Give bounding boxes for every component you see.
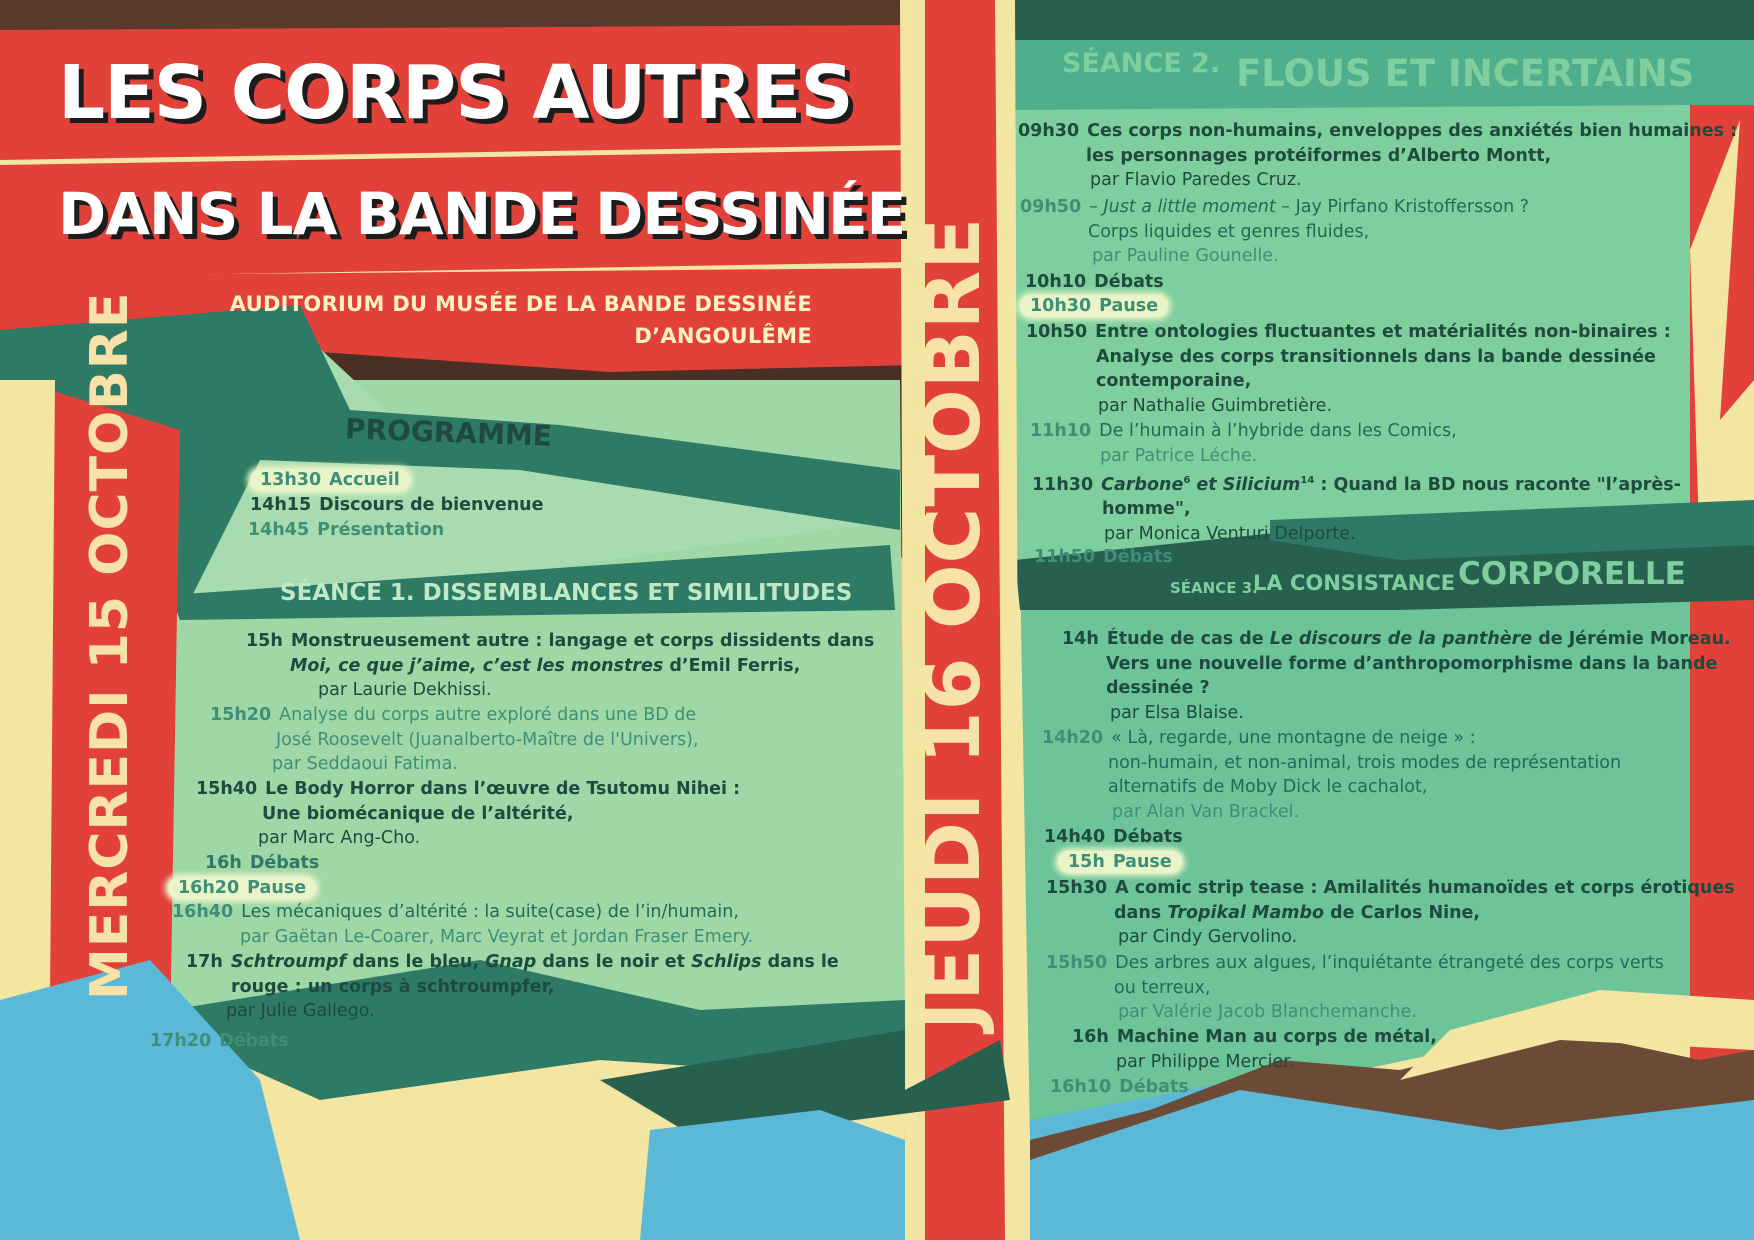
time: 13h30: [260, 470, 322, 490]
talk-title: Des arbres aux algues, l’inquiétante étrangeté des corps verts: [1115, 953, 1664, 973]
work-title: Le discours de la panthère: [1269, 629, 1533, 649]
label: Débats: [1113, 827, 1183, 847]
day1-talk-15h40: [196, 777, 740, 851]
programme-heading: PROGRAMME: [344, 412, 553, 453]
talk-title: dans le noir et: [536, 952, 692, 972]
speaker: par Alan Van Brackel.: [1112, 801, 1300, 822]
superscript: 6: [1183, 475, 1191, 486]
day2-label: JEUDI 16 OCTOBRE: [908, 216, 997, 1030]
talk-title-cont: contemporaine,: [1096, 371, 1252, 391]
time: 16h: [1072, 1027, 1109, 1047]
time: 11h30: [1032, 474, 1094, 495]
talk-title: dans le: [761, 952, 839, 972]
talk-title-cont: Corps liquides et genres fluides,: [1088, 221, 1370, 242]
speaker: par Pauline Gounelle.: [1092, 246, 1279, 266]
day2-debats-10h10: [1025, 270, 1164, 295]
talk-title-cont: les personnages protéiformes d’Alberto Montt,: [1086, 145, 1552, 166]
label: Pause: [247, 878, 307, 898]
work-title: Moi, ce que j’aime, c’est les monstres: [290, 655, 664, 676]
time: 10h50: [1026, 322, 1088, 342]
speaker: par Laurie Dekhissi.: [318, 680, 492, 700]
talk-title-cont: homme",: [1102, 499, 1191, 520]
label: Pause: [1099, 296, 1159, 316]
talk-title: Machine Man au corps de métal,: [1116, 1027, 1437, 1047]
title-line-1: LES CORPS AUTRES: [58, 50, 853, 136]
label: Débats: [249, 853, 320, 873]
label: Débats: [1103, 547, 1173, 567]
talk-title: de Jérémie Moreau.: [1532, 629, 1731, 649]
work-title: Gnap: [485, 952, 537, 972]
day2-talk-14h20: [1042, 726, 1621, 824]
session3-title-b: CORPORELLE: [1458, 556, 1686, 592]
talk-title: Le Body Horror dans l’œuvre de Tsutomu Nihei :: [265, 779, 741, 799]
talk-title-cont: Une biomécanique de l’altérité,: [262, 803, 574, 824]
speaker: par Nathalie Guimbretière.: [1098, 395, 1333, 416]
day1-talk-16h40: [172, 900, 753, 949]
talk-title-cont: dans: [1114, 902, 1168, 923]
time: 14h45: [248, 520, 310, 540]
talk-title: Analyse du corps autre exploré dans une BD de: [279, 705, 697, 725]
time: 14h40: [1044, 827, 1106, 847]
day1-talk-15h20: [210, 703, 699, 777]
day1-debats-16h: [205, 851, 319, 876]
time: 10h30: [1030, 296, 1092, 316]
talk-title-cont: José Roosevelt (Juanalberto-Maître de l'Univers),: [276, 729, 699, 750]
speaker: par Valérie Jacob Blanchemanche.: [1118, 1002, 1417, 1022]
talk-title-cont: Vers une nouvelle forme d’anthropomorphisme dans la bande: [1106, 653, 1718, 674]
work-title: Tropikal Mambo: [1167, 902, 1325, 923]
time: 09h30: [1018, 121, 1080, 141]
label: Débats: [219, 1031, 289, 1051]
time: 10h10: [1025, 272, 1087, 292]
talk-title-cont: de Carlos Nine,: [1324, 902, 1481, 923]
talk-title-cont: dessinée ?: [1106, 678, 1210, 698]
day1-opening-welcome: [250, 493, 544, 518]
time: 15h50: [1046, 953, 1108, 973]
time: 15h20: [210, 705, 272, 725]
talk-title: Les mécaniques d’altérité : la suite(case) de l’in/humain,: [241, 902, 739, 922]
day2-pause-15h: [1058, 851, 1182, 873]
talk-title: Monstrueusement autre : langage et corps dissidents dans: [290, 631, 875, 651]
time: 15h30: [1046, 878, 1108, 898]
time: 16h20: [178, 878, 240, 898]
label: Débats: [1119, 1077, 1189, 1097]
talk-title: « Là, regarde, une montagne de neige » :: [1111, 728, 1476, 748]
label: Pause: [1112, 852, 1172, 872]
talk-title-cont: rouge : un corps à schtroumpfer,: [231, 976, 555, 997]
day2-talk-09h30: [1018, 119, 1737, 193]
day2-debats-16h10: [1050, 1075, 1189, 1100]
day1-pause-16h20: [168, 877, 316, 899]
time: 11h50: [1034, 547, 1096, 567]
label: Débats: [1094, 272, 1164, 292]
day2-talk-10h50: [1026, 320, 1671, 418]
speaker: par Elsa Blaise.: [1110, 702, 1244, 723]
day2-pause-10h30: [1020, 295, 1168, 317]
talk-title: dans le bleu,: [346, 952, 486, 972]
title-line-2: DANS LA BANDE DESSINÉE: [58, 180, 906, 248]
speaker: par Seddaoui Fatima.: [272, 754, 458, 774]
day2-talk-11h10: [1030, 419, 1457, 468]
day2-talk-15h50: [1046, 951, 1664, 1025]
day1-label: MERCREDI 15 OCTOBRE: [80, 291, 140, 1000]
day2-debats-14h40: [1044, 825, 1183, 850]
time: 16h: [205, 853, 242, 873]
day1-opening-presentation: [248, 518, 444, 543]
day1-debats-17h20: [150, 1029, 289, 1054]
time: 16h10: [1050, 1077, 1112, 1097]
talk-title: A comic strip tease : Amilalités humanoïdes et corps érotiques: [1115, 878, 1735, 898]
time: 14h15: [250, 495, 312, 515]
venue-line-2: D’ANGOULÊME: [634, 324, 812, 348]
speaker: par Flavio Paredes Cruz.: [1090, 170, 1302, 190]
talk-title-cont: ou terreux,: [1114, 977, 1211, 998]
label: Accueil: [329, 470, 400, 490]
work-title: Carbone: [1101, 474, 1184, 495]
time: 14h: [1062, 629, 1099, 649]
superscript: 14: [1300, 475, 1315, 486]
label: Présentation: [317, 520, 445, 540]
time: 09h50: [1020, 197, 1082, 217]
talk-title: : Quand la BD nous raconte "l’après-: [1314, 474, 1681, 495]
day2-talk-11h30: [1032, 469, 1681, 546]
day2-talk-14h: [1062, 627, 1731, 725]
time: 16h40: [172, 902, 234, 922]
speaker: par Gaëtan Le-Coarer, Marc Veyrat et Jordan Fraser Emery.: [240, 926, 754, 947]
work-title: Schtroumpf: [230, 952, 347, 972]
session3-prefix: SÉANCE 3.: [1170, 579, 1258, 597]
session3-title-a: LA CONSISTANCE: [1253, 571, 1456, 595]
day2-talk-15h30: [1046, 876, 1735, 950]
talk-title: De l’humain à l’hybride dans les Comics,: [1099, 421, 1457, 441]
time: 11h10: [1030, 421, 1092, 441]
talk-title: Étude de cas de: [1106, 629, 1270, 649]
time: 15h: [1068, 852, 1105, 872]
time: 17h: [186, 952, 223, 972]
speaker: par Monica Venturi Delporte.: [1104, 523, 1356, 544]
time: 14h20: [1042, 728, 1104, 748]
speaker: par Cindy Gervolino.: [1118, 927, 1298, 947]
label: Discours de bienvenue: [319, 495, 544, 515]
day1-talk-17h: [186, 950, 839, 1024]
talk-title: Entre ontologies fluctuantes et matérialités non-binaires :: [1095, 322, 1671, 342]
speaker: par Philippe Mercier.: [1116, 1051, 1295, 1072]
session1-heading: SÉANCE 1. DISSEMBLANCES ET SIMILITUDES: [280, 580, 853, 606]
talk-title-cont: d’Emil Ferris,: [663, 655, 801, 676]
day1-opening-accueil: [250, 469, 410, 491]
work-title: Schlips: [691, 952, 762, 972]
session2-prefix: SÉANCE 2.: [1062, 48, 1221, 79]
speaker: par Patrice Léche.: [1100, 445, 1258, 466]
talk-title-cont: non-humain, et non-animal, trois modes de représentation: [1108, 752, 1622, 773]
speaker: par Julie Gallego.: [226, 1001, 375, 1021]
time: 15h: [246, 631, 283, 651]
work-title: – Just a little moment –: [1089, 197, 1291, 217]
day2-talk-16h: [1072, 1025, 1437, 1074]
time: 15h40: [196, 779, 258, 799]
talk-title-cont: Analyse des corps transitionnels dans la bande dessinée: [1096, 346, 1656, 367]
work-title: et Silicium: [1190, 474, 1301, 495]
day2-talk-09h50: [1020, 195, 1529, 269]
day1-talk-15h: [246, 629, 874, 703]
venue-line-1: AUDITORIUM DU MUSÉE DE LA BANDE DESSINÉE: [229, 292, 812, 316]
speaker: par Marc Ang-Cho.: [258, 828, 421, 848]
talk-title: Ces corps non-humains, enveloppes des anxiétés bien humaines :: [1087, 121, 1738, 141]
session2-title: FLOUS ET INCERTAINS: [1236, 52, 1695, 95]
talk-title-cont: alternatifs de Moby Dick le cachalot,: [1108, 777, 1428, 797]
talk-title: Jay Pirfano Kristoffersson ?: [1290, 197, 1530, 217]
time: 17h20: [150, 1031, 212, 1051]
day2-debats-11h50: [1034, 545, 1173, 570]
